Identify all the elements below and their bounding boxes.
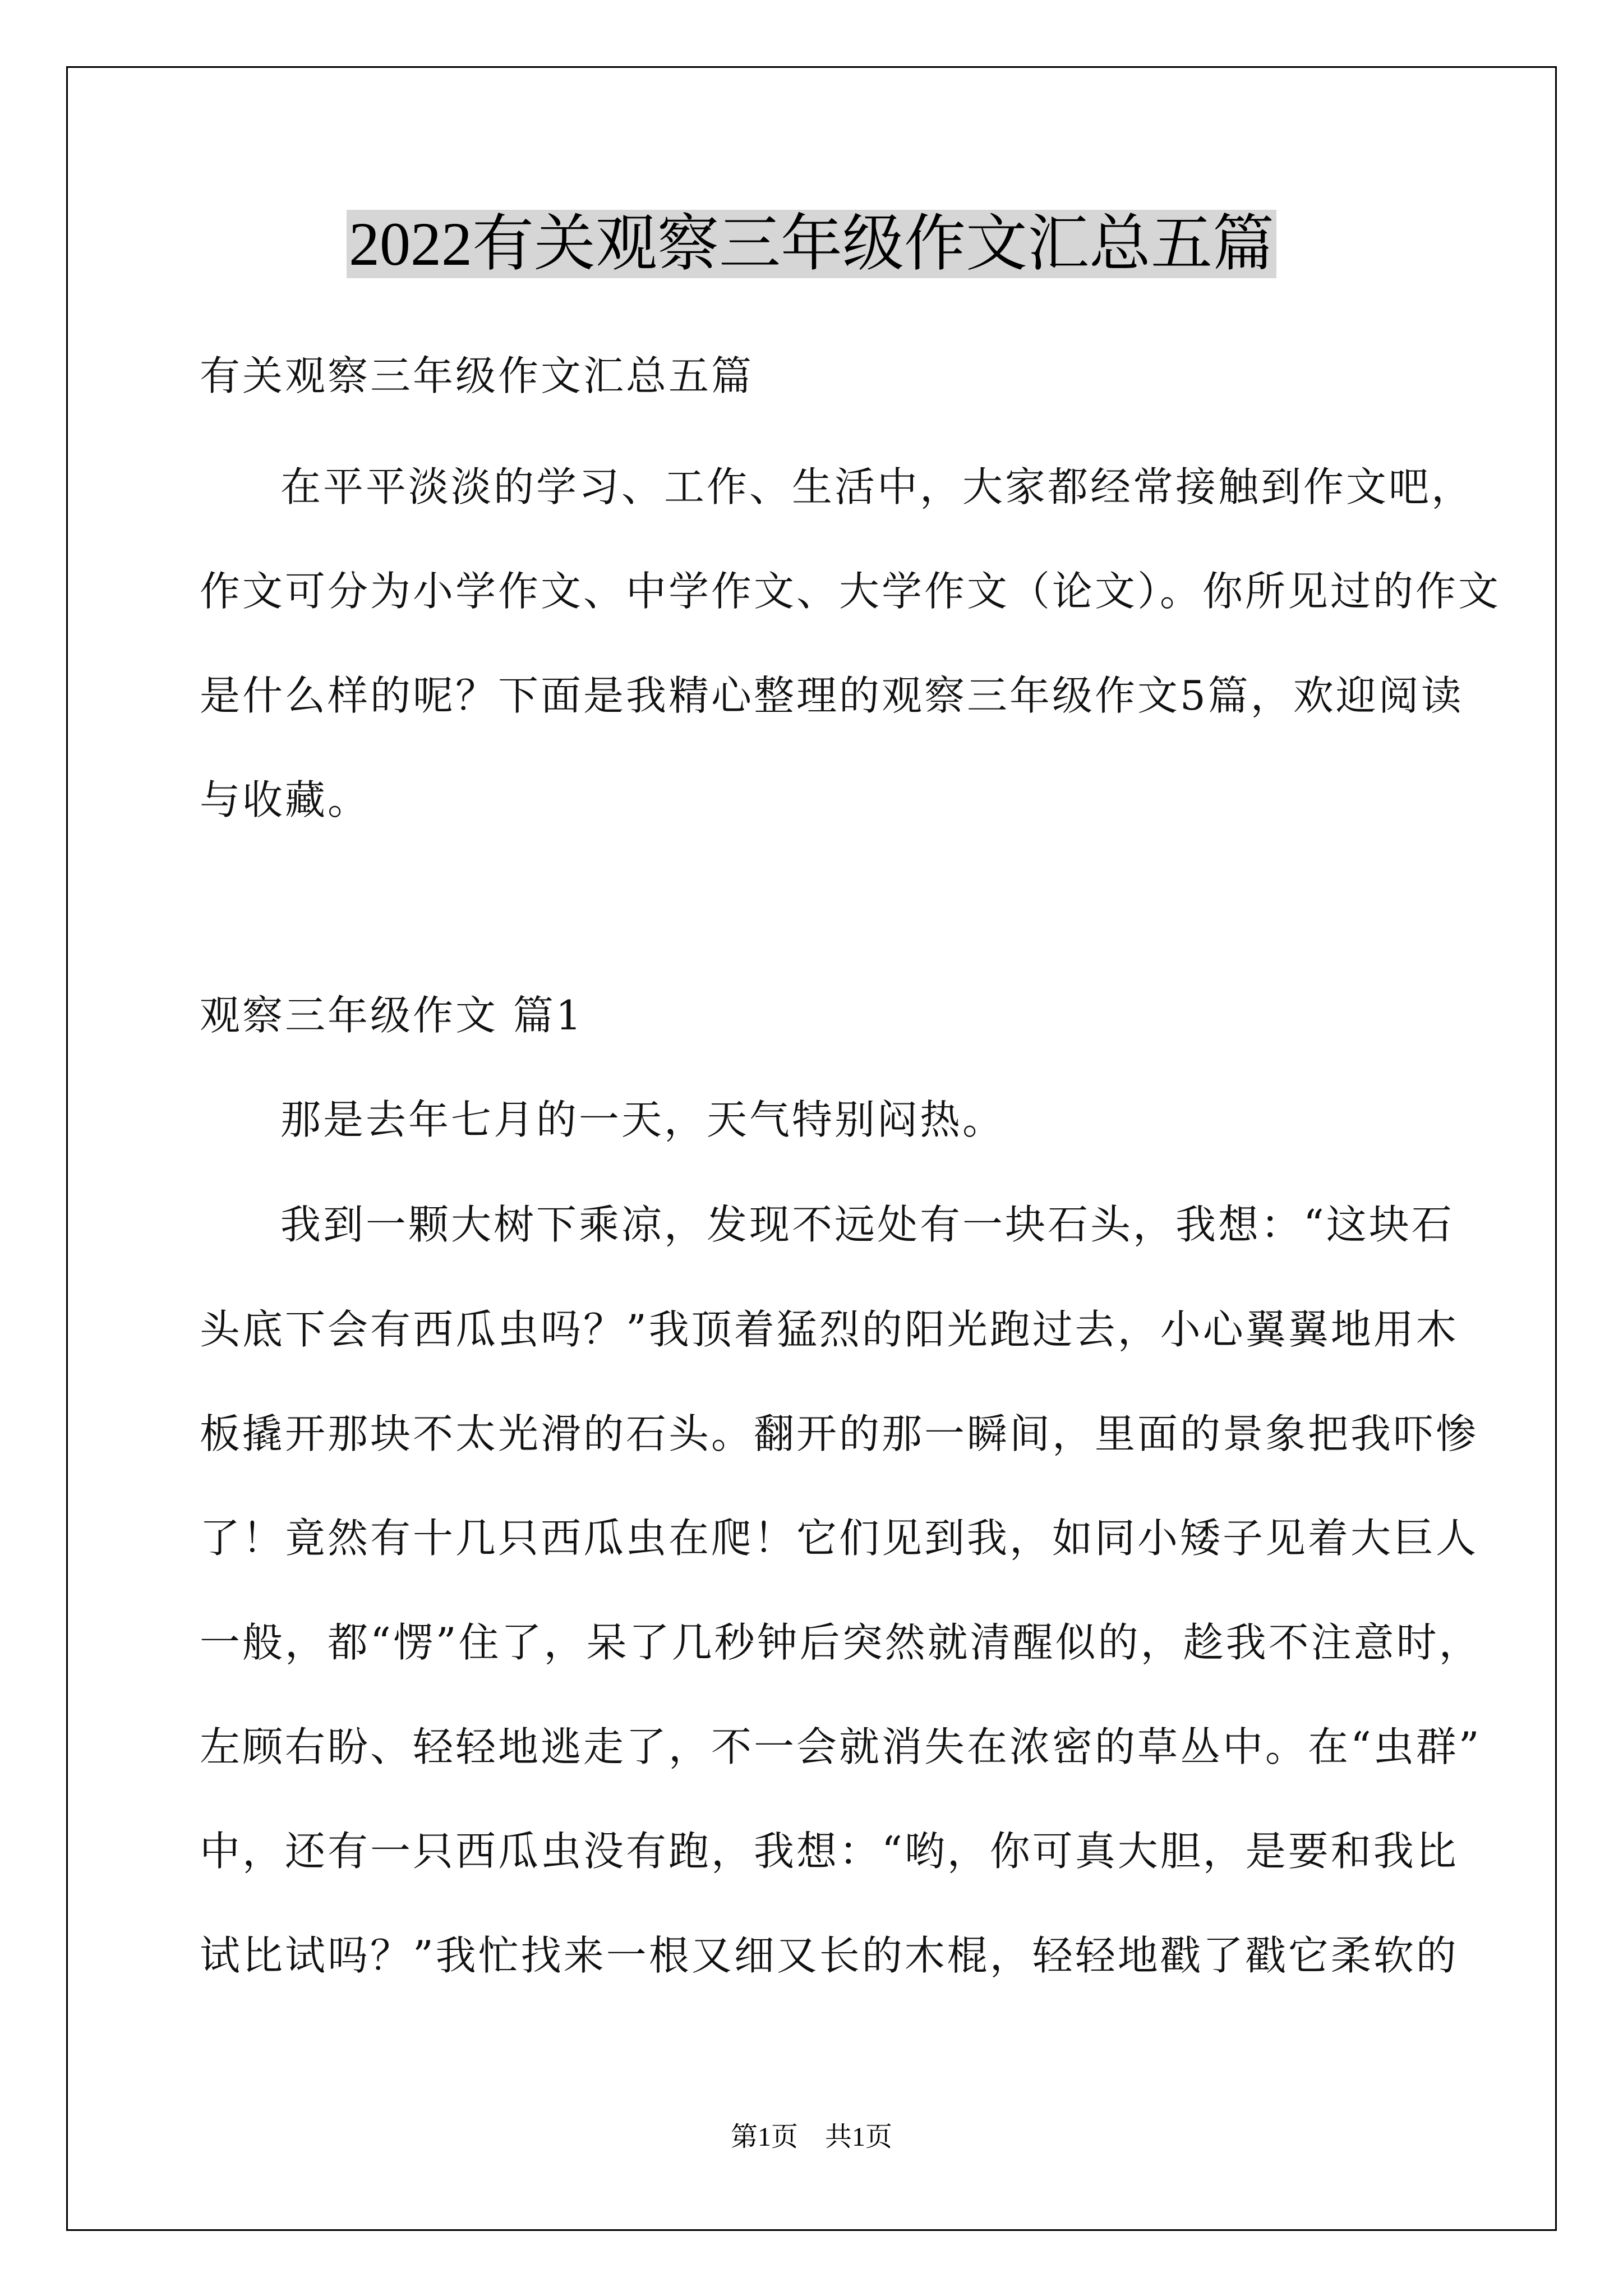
paragraph-line: 我到一颗大树下乘凉，发现不远处有一块石头，我想：“这块石 [280,1201,1454,1248]
paragraph-line: 左顾右盼、轻轻地逃走了，不一会就消失在浓密的草丛中。在“虫群” [200,1723,1482,1770]
section-heading: 观察三年级作文 篇1 [200,992,584,1039]
paragraph-line: 一般，都“愣”住了，呆了几秒钟后突然就清醒似的，趁我不注意时， [200,1619,1482,1666]
document-title: 2022有关观察三年级作文汇总五篇 [0,202,1623,286]
paragraph-line: 中，还有一只西瓜虫没有跑，我想：“哟，你可真大胆，是要和我比 [200,1828,1459,1875]
intro-line: 与收藏。 [200,776,371,823]
paragraph-line: 头底下会有西瓜虫吗？”我顶着猛烈的阳光跑过去，小心翼翼地用木 [200,1306,1459,1353]
page-footer: 第1页 共1页 [730,2122,892,2152]
intro-line: 作文可分为小学作文、中学作文、大学作文（论文）。你所见过的作文 [200,568,1501,615]
intro-line: 是什么样的呢？下面是我精心整理的观察三年级作文5篇，欢迎阅读 [200,672,1464,719]
paragraph-line: 那是去年七月的一天，天气特别闷热。 [280,1096,1006,1143]
paragraph-line: 试比试吗？”我忙找来一根又细又长的木棍，轻轻地戳了戳它柔软的 [200,1932,1459,1979]
paragraph-line: 了！竟然有十几只西瓜虫在爬！它们见到我，如同小矮子见着大巨人 [200,1515,1479,1562]
subtitle: 有关观察三年级作文汇总五篇 [200,352,754,399]
intro-line: 在平平淡淡的学习、工作、生活中，大家都经常接触到作文吧， [280,463,1474,510]
paragraph-line: 板撬开那块不太光滑的石头。翻开的那一瞬间，里面的景象把我吓惨 [200,1410,1479,1457]
